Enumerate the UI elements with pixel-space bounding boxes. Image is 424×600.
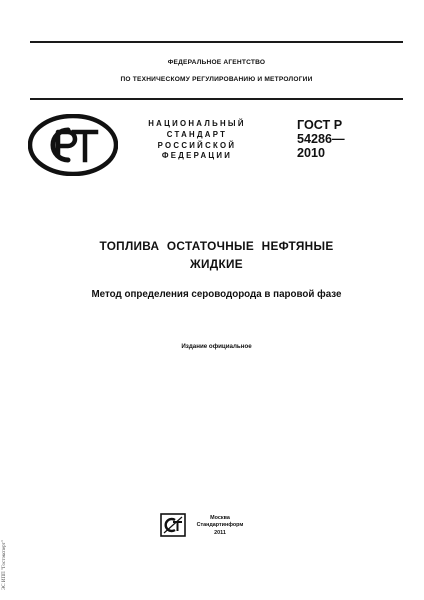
title-line-1: ТОПЛИВА ОСТАТОЧНЫЕ НЕФТЯНЫЕ [99, 239, 334, 253]
national-line-3: РОССИЙСКОЙ [157, 140, 237, 150]
side-watermark-text: ЭС ИПП "Гостэксперт" [2, 540, 7, 590]
rst-emblem-icon [28, 114, 118, 176]
national-line-2: СТАНДАРТ [166, 129, 228, 139]
top-rule [30, 41, 403, 43]
gost-line-1: ГОСТ Р [297, 118, 343, 132]
agency-line-1: ФЕДЕРАЛЬНОЕ АГЕНТСТВО [167, 59, 266, 66]
imprint [192, 515, 248, 537]
imprint-city: Москва [210, 515, 230, 521]
document-title [30, 237, 403, 273]
imprint-year: 2011 [214, 529, 226, 536]
standartinform-logo-icon [160, 513, 186, 537]
national-line-1: НАЦИОНАЛЬНЫЙ [148, 119, 246, 128]
title-line-2: ЖИДКИЕ [190, 257, 243, 271]
side-watermark [2, 530, 12, 590]
document-subtitle: Метод определения сероводорода в паровой фазе [91, 289, 342, 300]
edition-label: Издание официальное [181, 343, 252, 350]
gost-designation [297, 118, 345, 161]
national-line-4: ФЕДЕРАЦИИ [161, 151, 233, 161]
gost-line-3: 2010 [297, 146, 326, 161]
imprint-publisher: Стандартинформ [196, 522, 244, 529]
gost-line-2: 54286— [297, 132, 345, 147]
agency-line-2: ПО ТЕХНИЧЕСКОМУ РЕГУЛИРОВАНИЮ И МЕТРОЛОГИИ [120, 76, 313, 83]
national-standard-label [122, 119, 272, 162]
header-rule [30, 98, 403, 100]
